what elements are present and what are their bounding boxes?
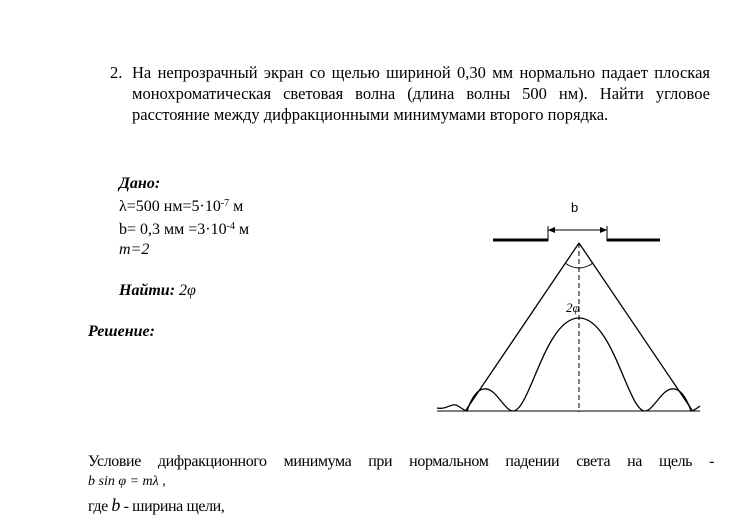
problem-number: 2.	[110, 63, 123, 82]
angle-label: 2φ	[566, 300, 580, 315]
find-label: Найти:	[119, 282, 176, 299]
given-order: m=2	[119, 241, 150, 258]
minimum-formula: b sin φ = mλ ,	[88, 474, 166, 489]
given-heading: Дано:	[119, 175, 161, 192]
solution-heading: Решение:	[88, 323, 155, 340]
problem-text: На непрозрачный экран со щелью шириной 0,30 мм нормально падает плоская монохроматическая световая волна (длина волны 500 нм). Найти угловое расстояние между дифракционными минимумами второго порядка.	[132, 63, 710, 124]
condition-text: Условие дифракционного минимума при нормальном падении света на щель -	[88, 453, 714, 470]
where-text: где b - ширина щели,	[88, 495, 225, 515]
slit-width-label: b	[571, 200, 579, 215]
arrow-head-left	[548, 227, 555, 233]
arrow-head-right	[600, 227, 607, 233]
given-slit-width: b= 0,3 мм $=3\cdot 10^{-4}$ м	[119, 221, 250, 238]
given-lambda: λ=500 $нм=5\cdot 10^{-7}$ м	[119, 198, 244, 215]
find-value: 2φ	[175, 282, 196, 299]
